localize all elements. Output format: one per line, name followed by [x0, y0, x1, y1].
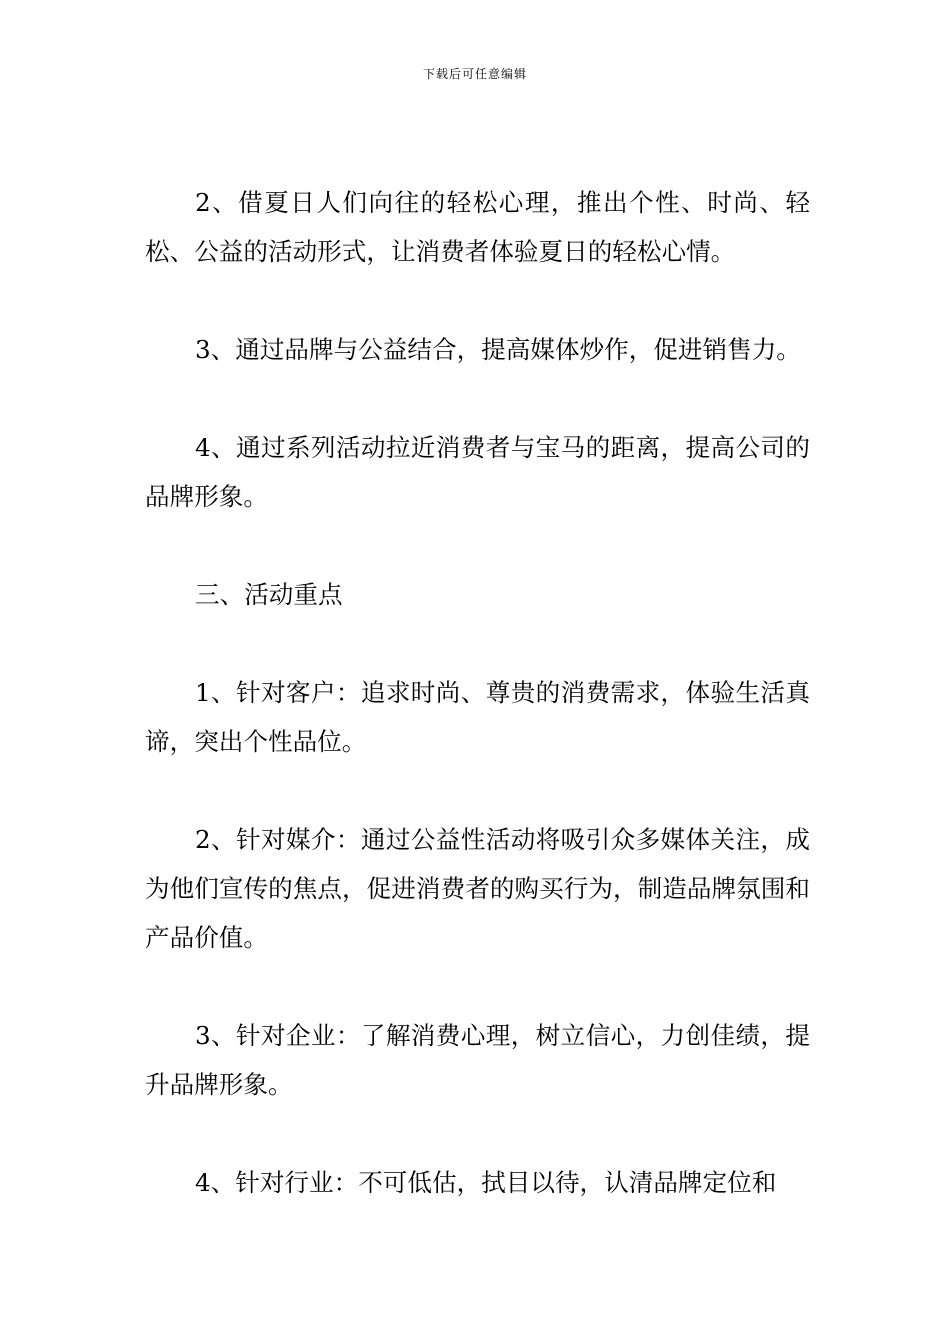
paragraph-focus-media: 2、针对媒介：通过公益性活动将吸引众多媒体关注，成为他们宣传的焦点，促进消费者的购买行为，制造品牌氛围和产品价值。: [145, 825, 810, 952]
document-body: [145, 178, 810, 1207]
paragraph-spacer: [145, 276, 810, 325]
paragraph-spacer: [145, 962, 810, 1011]
paragraph-goal-2: 2、借夏日人们向往的轻松心理，推出个性、时尚、轻松、公益的活动形式，让消费者体验夏日的轻松心情。: [145, 188, 810, 266]
paragraph-spacer: [145, 1109, 810, 1158]
paragraph-goal-4: 4、通过系列活动拉近消费者与宝马的距离，提高公司的品牌形象。: [145, 433, 810, 511]
page-header: 下载后可任意编辑: [422, 67, 527, 81]
paragraph-goal-3: 3、通过品牌与公益结合，提高媒体炒作，促进销售力。: [195, 335, 801, 364]
paragraph-spacer: [145, 766, 810, 815]
paragraph-spacer: [145, 521, 810, 570]
paragraph-focus-enterprise: 3、针对企业：了解消费心理，树立信心，力创佳绩，提升品牌形象。: [145, 1021, 810, 1099]
paragraph-focus-customers: 1、针对客户：追求时尚、尊贵的消费需求，体验生活真谛，突出个性品位。: [145, 678, 810, 756]
paragraph-focus-industry: 4、针对行业：不可低估，拭目以待，认清品牌定位和: [195, 1168, 777, 1197]
paragraph-spacer: [145, 374, 810, 423]
section-heading-activity-focus: 三、活动重点: [195, 580, 343, 609]
paragraph-spacer: [145, 619, 810, 668]
